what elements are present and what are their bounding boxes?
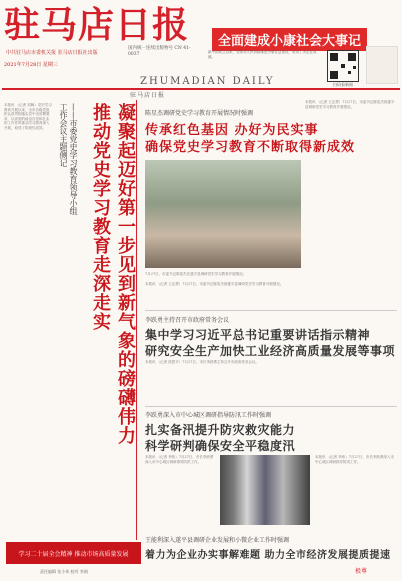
- top-story-text: 新中国成立以来，党领导人民持续推进小康社会建设，取得了决定性成就。: [208, 50, 317, 59]
- qr-caption: 扫码看新闻: [333, 82, 353, 87]
- section-divider-1: [145, 310, 397, 311]
- masthead-rule: [2, 88, 400, 90]
- masthead-subtitle: 驻马店日报: [130, 92, 166, 99]
- story2-title-line1[interactable]: 传承红色基因 办好为民实事: [145, 123, 319, 138]
- story2-kicker: 陈星杰调研党史学习教育开展情况时强调: [145, 110, 254, 117]
- story4-title-line2[interactable]: 科学研判确保安全平稳度汛: [145, 439, 296, 453]
- lead-headline-secondary[interactable]: 推动党史学习教育走深走实: [90, 103, 111, 331]
- lead-subhead-2: 工作会议主题侧记: [59, 103, 68, 167]
- lead-body-left: 本报讯 （记者 刘畅）党史学习教育开展以来，全市各级党组织认真贯彻落实党中央部署要求，以高度的政治自觉和扎实的工作作风推动学习教育深入开展，取得了阶段性成效。: [4, 103, 52, 130]
- story5-title[interactable]: 着力为企业办实事解难题 助力全市经济发展提质提速: [145, 550, 391, 561]
- story3-kicker: 李跃勇主持召开市政府常务会议: [145, 317, 230, 324]
- story4-title-line1[interactable]: 扎实备汛提升防灾救灾能力: [145, 423, 296, 437]
- story4-body: 本报讯 （记者 李伟）7月27日，市长李跃勇深入市中心城区调研指导防汛工作。: [145, 455, 214, 464]
- story5-kicker: 王能利深入遂平县调研企业发展和小微企业工作时强调: [145, 537, 290, 544]
- story2-photo: [145, 160, 301, 268]
- story2-body-right: 本报讯 （记者 王志勇）7月27日，市委书记陈星杰到遂平县调研党史学习教育开展情况。: [305, 100, 395, 109]
- masthead-tagline: 中共驻马店市委机关报 驻马店日报社出版: [6, 50, 98, 56]
- story3-body: 本报讯 （记者 段思平）7月27日，市长李跃勇主持召开市政府常务会议。: [145, 360, 259, 364]
- promo-banner[interactable]: 学习二十届全会精神 推动市场高质量发展: [6, 542, 141, 564]
- corner-photo: [366, 46, 398, 84]
- masthead-english: ZHUMADIAN DAILY: [140, 76, 275, 87]
- lead-headline-primary[interactable]: 凝聚起迈好第一步见到新气象的磅礴伟力: [115, 103, 136, 445]
- issue-date: 2021年7月28日 星期三: [4, 62, 58, 68]
- publication-meta: 国内统一连续出版物号 CN 41-0037: [128, 46, 191, 57]
- section-divider-2: [145, 406, 397, 407]
- story4-photo: [220, 455, 310, 525]
- story2-body: 本报讯 （记者 王志勇）7月27日，市委书记陈星杰到遂平县调研党史学习教育开展情况。: [145, 282, 284, 286]
- lead-subhead-1: ——市委党史学习教育领导小组: [69, 103, 78, 215]
- qr-code-icon[interactable]: [327, 50, 359, 82]
- newspaper-masthead: 驻马店日报: [4, 4, 190, 46]
- story3-title-line2[interactable]: 研究安全生产加快工业经济高质量发展等事项: [145, 344, 396, 358]
- story4-body-right: 本报讯 （记者 李伟）7月27日，市长李跃勇深入市中心城区调研指导防汛工作。: [315, 455, 394, 464]
- site-watermark: 极尊: [355, 568, 368, 575]
- footer-credits: 责任编辑 张小伟 校对 李刚: [40, 569, 88, 574]
- story3-title-line1[interactable]: 集中学习习近平总书记重要讲话指示精神: [145, 328, 371, 342]
- story2-caption: 7月27日，市委书记陈星杰在遂平县调研党史学习教育开展情况。: [145, 272, 247, 276]
- top-story-banner[interactable]: 全面建成小康社会大事记: [212, 28, 367, 51]
- story4-kicker: 李跃勇深入市中心城区调研指导防汛工作时强调: [145, 412, 272, 419]
- column-divider: [136, 100, 137, 540]
- story2-title-line2[interactable]: 确保党史学习教育不断取得新成效: [145, 140, 356, 155]
